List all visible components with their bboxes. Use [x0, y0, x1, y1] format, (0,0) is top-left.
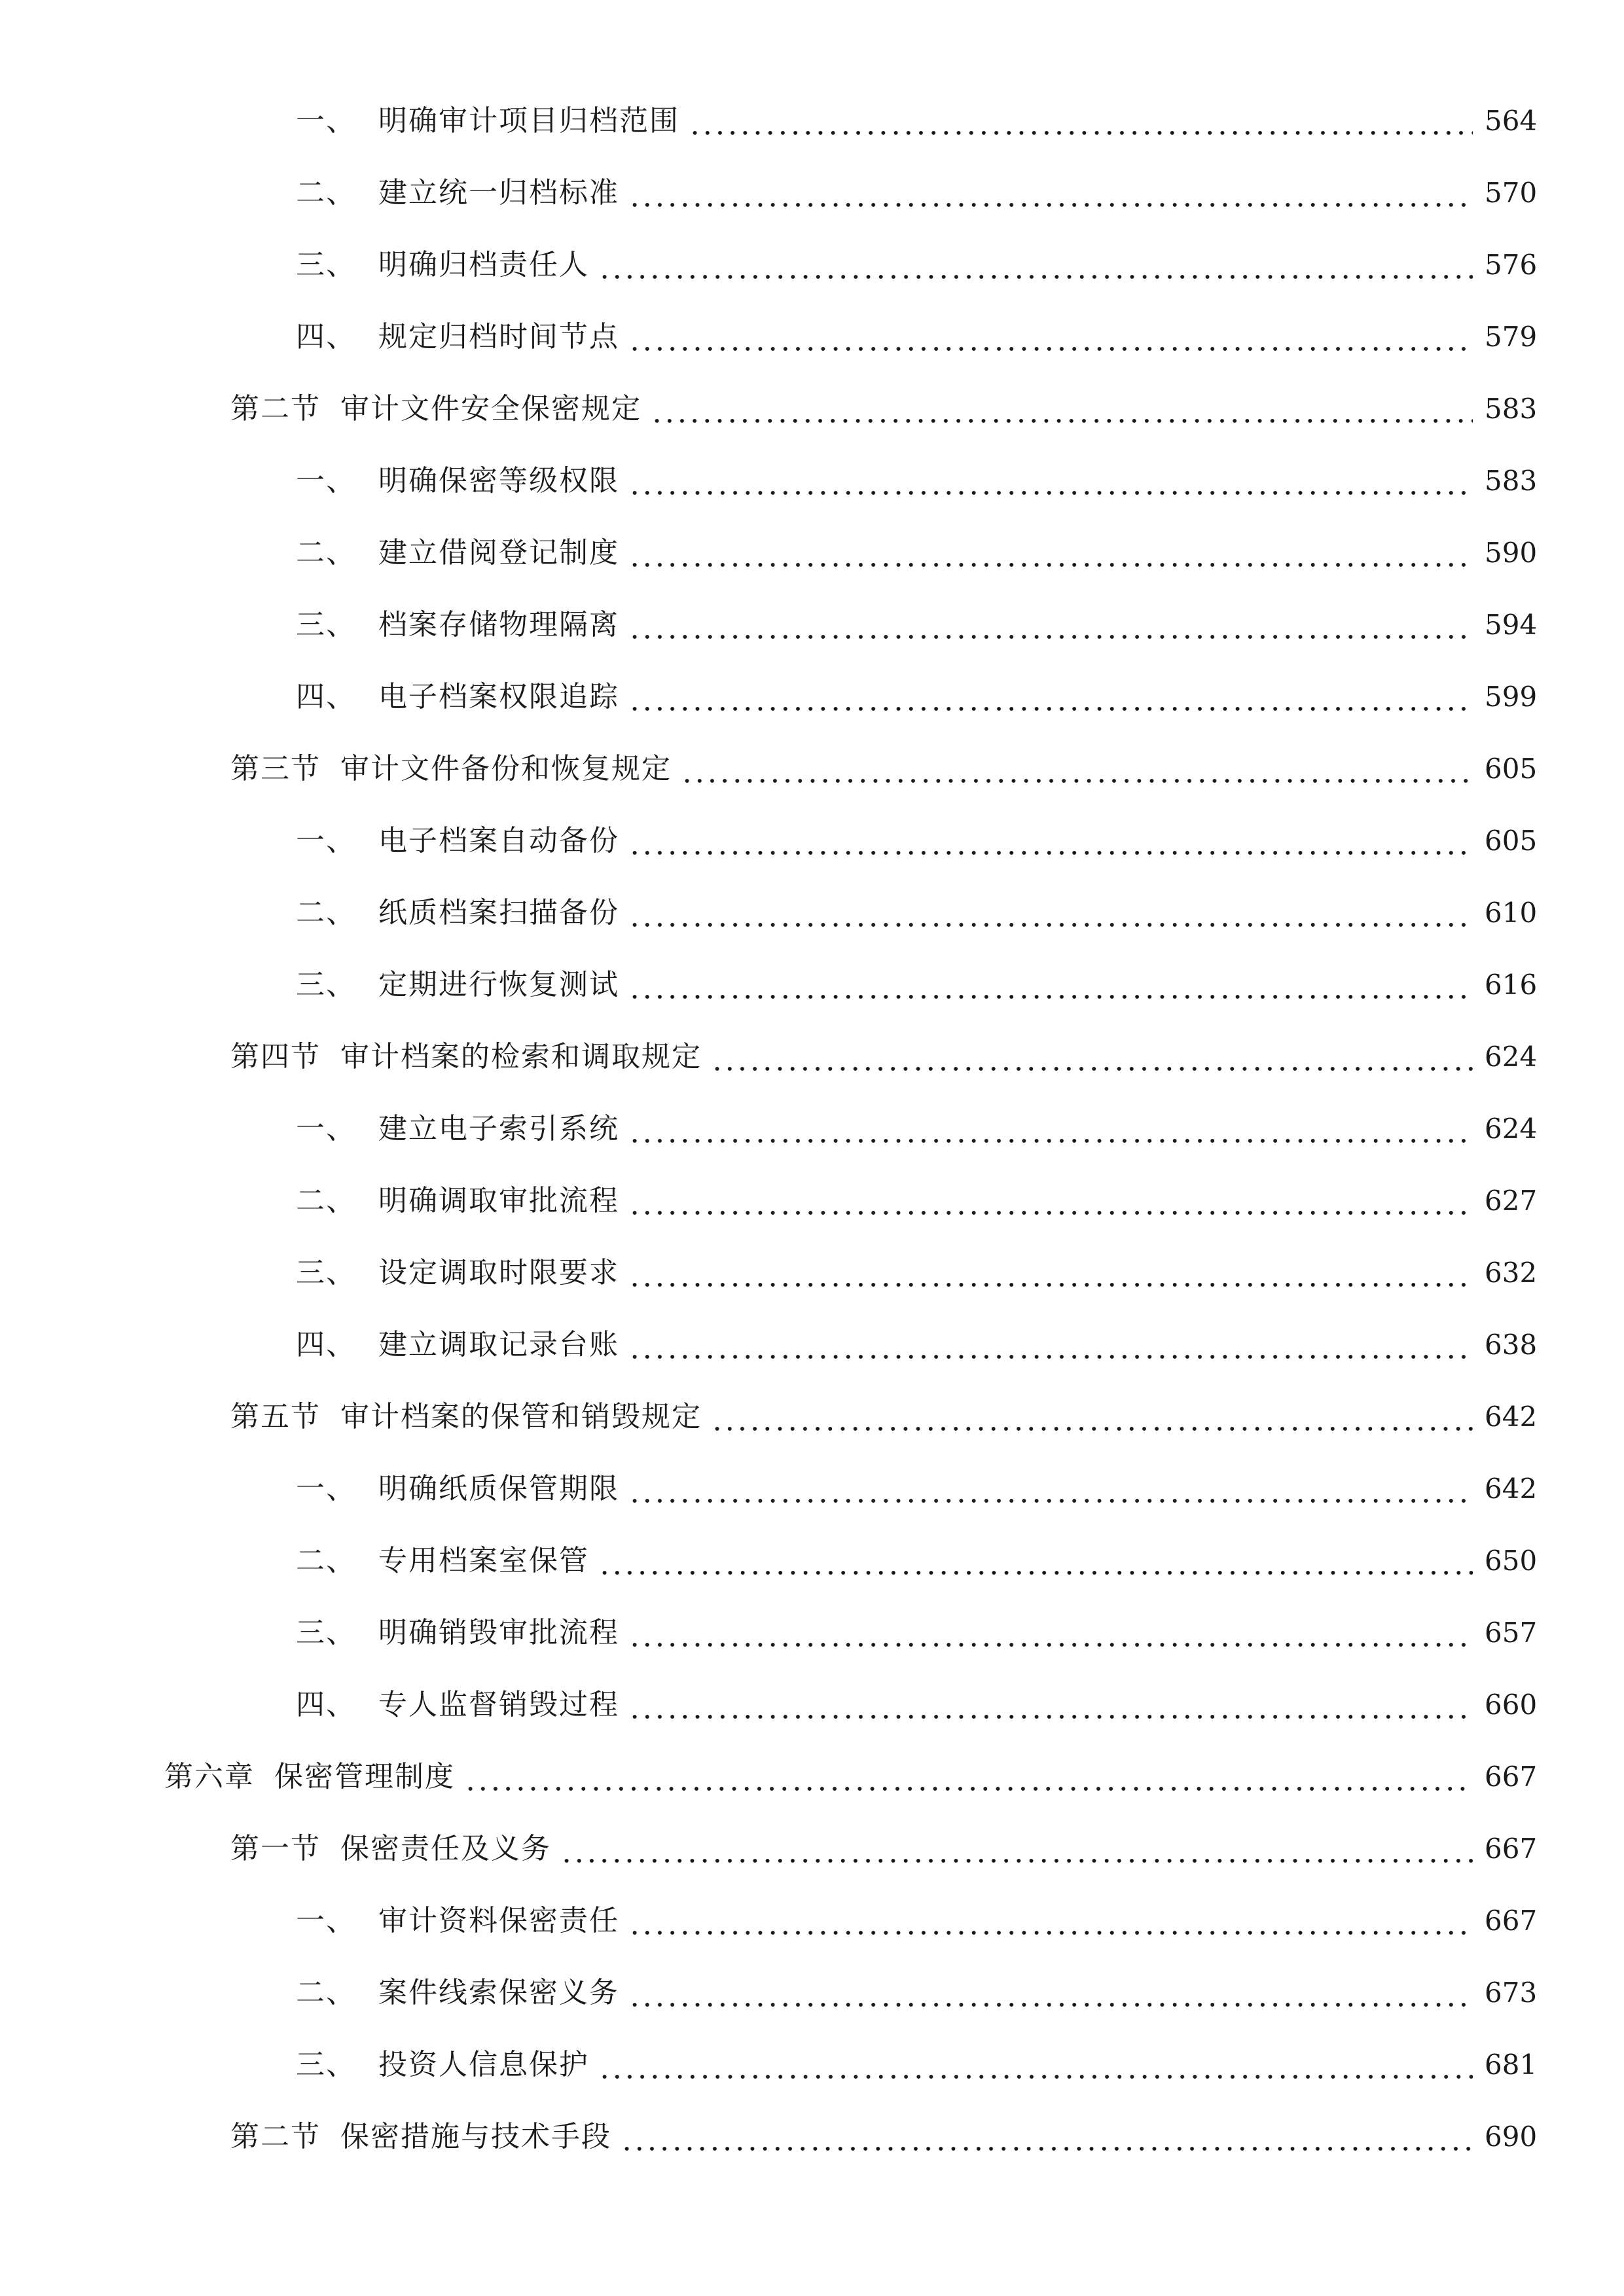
toc-entry-title: 明确销毁审批流程 [378, 1616, 619, 1649]
toc-entry-number: 第六章 [164, 1760, 255, 1793]
dot-leader [628, 1607, 1473, 1659]
toc-entry-title: 审计文件备份和恢复规定 [340, 752, 672, 785]
toc-entry-page: 690 [1485, 2121, 1538, 2153]
toc-entry-title: 审计档案的检索和调取规定 [340, 1040, 702, 1073]
toc-entry[interactable] [0, 1751, 1624, 1803]
dot-leader [598, 239, 1473, 291]
toc-entry-title: 明确纸质保管期限 [378, 1472, 619, 1505]
dot-leader [628, 527, 1473, 579]
toc-entry-page: 616 [1485, 969, 1538, 1001]
toc-entry[interactable] [0, 239, 1624, 291]
toc-entry[interactable] [0, 887, 1624, 939]
toc-entry-page: 605 [1485, 753, 1538, 785]
toc-entry-title: 投资人信息保护 [378, 2048, 589, 2081]
toc-entry-number: 一、 [296, 464, 356, 497]
dot-leader [628, 455, 1473, 507]
toc-entry-title: 电子档案权限追踪 [378, 680, 619, 713]
toc-entry-title: 规定归档时间节点 [378, 320, 619, 353]
toc-entry-number: 二、 [296, 1976, 356, 2009]
toc-entry-title: 审计资料保密责任 [378, 1904, 619, 1937]
toc-entry-page: 681 [1485, 2049, 1538, 2081]
toc-entry[interactable] [0, 95, 1624, 147]
toc-entry[interactable] [0, 2111, 1624, 2163]
toc-entry-page: 632 [1485, 1257, 1538, 1289]
dot-leader [628, 1895, 1473, 1947]
toc-entry-title: 电子档案自动备份 [378, 824, 619, 857]
toc-entry-page: 564 [1485, 105, 1538, 137]
toc-entry-page: 590 [1485, 537, 1538, 569]
toc-entry[interactable] [0, 1535, 1624, 1587]
toc-entry-title: 定期进行恢复测试 [378, 968, 619, 1001]
dot-leader [628, 1319, 1473, 1371]
dot-leader [651, 383, 1473, 435]
toc-entry-title: 案件线索保密义务 [378, 1976, 619, 2009]
dot-leader [628, 311, 1473, 363]
toc-entry-page: 579 [1485, 321, 1538, 353]
dot-leader [560, 1823, 1473, 1875]
toc-entry-number: 二、 [296, 176, 356, 209]
toc-entry-page: 583 [1485, 465, 1538, 497]
toc-entry-number: 二、 [296, 896, 356, 929]
toc-entry-number: 一、 [296, 1112, 356, 1145]
toc-entry[interactable] [0, 167, 1624, 219]
toc-entry[interactable] [0, 743, 1624, 795]
toc-entry-page: 624 [1485, 1041, 1538, 1073]
dot-leader [598, 1535, 1473, 1587]
dot-leader [628, 959, 1473, 1011]
toc-entry-page: 650 [1485, 1545, 1538, 1577]
dot-leader [628, 1679, 1473, 1731]
toc-entry-page: 660 [1485, 1689, 1538, 1721]
toc-entry-page: 673 [1485, 1977, 1538, 2009]
toc-entry[interactable] [0, 1319, 1624, 1371]
toc-entry-page: 599 [1485, 681, 1538, 713]
toc-entry[interactable] [0, 1103, 1624, 1155]
toc-entry-title: 保密责任及义务 [340, 1832, 551, 1865]
toc-entry-title: 审计文件安全保密规定 [340, 392, 641, 425]
toc-entry[interactable] [0, 599, 1624, 651]
toc-entry-page: 638 [1485, 1329, 1538, 1361]
toc-entry[interactable] [0, 527, 1624, 579]
dot-leader [711, 1391, 1473, 1443]
toc-entry-title: 建立电子索引系统 [378, 1112, 619, 1145]
toc-entry-page: 667 [1485, 1833, 1538, 1865]
toc-entry-number: 第五节 [230, 1400, 321, 1433]
dot-leader [628, 1247, 1473, 1299]
dot-leader [681, 743, 1473, 795]
toc-entry[interactable] [0, 815, 1624, 867]
toc-entry-number: 二、 [296, 536, 356, 569]
toc-entry-page: 667 [1485, 1761, 1538, 1793]
dot-leader [628, 167, 1473, 219]
toc-entry-title: 明确归档责任人 [378, 248, 589, 281]
toc-entry[interactable] [0, 1175, 1624, 1227]
toc-entry-page: 642 [1485, 1401, 1538, 1433]
toc-entry-number: 一、 [296, 1472, 356, 1505]
dot-leader [628, 1103, 1473, 1155]
toc-entry-number: 一、 [296, 1904, 356, 1937]
toc-entry-page: 627 [1485, 1185, 1538, 1217]
toc-entry-number: 第四节 [230, 1040, 321, 1073]
toc-entry[interactable] [0, 1607, 1624, 1659]
toc-entry-number: 二、 [296, 1184, 356, 1217]
dot-leader [628, 1175, 1473, 1227]
toc-entry[interactable] [0, 311, 1624, 363]
toc-entry-title: 保密管理制度 [274, 1760, 455, 1793]
toc-entry-page: 610 [1485, 897, 1538, 929]
toc-entry-page: 576 [1485, 249, 1538, 281]
toc-entry-page: 657 [1485, 1617, 1538, 1649]
dot-leader [464, 1751, 1473, 1803]
toc-entry-title: 设定调取时限要求 [378, 1256, 619, 1289]
toc-entry-title: 建立统一归档标准 [378, 176, 619, 209]
toc-entry-page: 570 [1485, 177, 1538, 209]
toc-entry-number: 三、 [296, 2048, 356, 2081]
toc-entry-page: 583 [1485, 393, 1538, 425]
toc-entry-number: 第二节 [230, 2120, 321, 2153]
toc-entry-title: 纸质档案扫描备份 [378, 896, 619, 929]
toc-entry-number: 三、 [296, 608, 356, 641]
toc-entry[interactable] [0, 959, 1624, 1011]
toc-entry-number: 一、 [296, 824, 356, 857]
toc-entry[interactable] [0, 1031, 1624, 1083]
toc-entry-page: 642 [1485, 1473, 1538, 1505]
toc-entry-title: 明确审计项目归档范围 [378, 104, 679, 137]
toc-entry-number: 四、 [296, 320, 356, 353]
toc-entry-number: 四、 [296, 1688, 356, 1721]
toc-entry-page: 624 [1485, 1113, 1538, 1145]
toc-entry[interactable] [0, 1391, 1624, 1443]
toc-entry[interactable] [0, 1679, 1624, 1731]
dot-leader [689, 95, 1473, 147]
toc-entry-number: 第三节 [230, 752, 321, 785]
toc-entry-title: 审计档案的保管和销毁规定 [340, 1400, 702, 1433]
toc-entry-title: 专用档案室保管 [378, 1544, 589, 1577]
toc-entry-number: 三、 [296, 1256, 356, 1289]
toc-entry-title: 明确保密等级权限 [378, 464, 619, 497]
dot-leader [628, 671, 1473, 723]
dot-leader [628, 599, 1473, 651]
toc-entry-title: 专人监督销毁过程 [378, 1688, 619, 1721]
toc-entry[interactable] [0, 1967, 1624, 2019]
toc-entry-title: 保密措施与技术手段 [340, 2120, 611, 2153]
toc-entry-number: 三、 [296, 1616, 356, 1649]
toc-entry-number: 三、 [296, 968, 356, 1001]
toc-entry-title: 档案存储物理隔离 [378, 608, 619, 641]
toc-entry-title: 建立调取记录台账 [378, 1328, 619, 1361]
dot-leader [628, 1463, 1473, 1515]
toc-entry-number: 一、 [296, 104, 356, 137]
toc-entry-number: 四、 [296, 1328, 356, 1361]
toc-entry-title: 建立借阅登记制度 [378, 536, 619, 569]
dot-leader [628, 1967, 1473, 2019]
toc-entry-number: 三、 [296, 248, 356, 281]
toc-entry-number: 第一节 [230, 1832, 321, 1865]
toc-entry[interactable] [0, 1823, 1624, 1875]
toc-entry[interactable] [0, 671, 1624, 723]
dot-leader [628, 815, 1473, 867]
toc-entry-page: 594 [1485, 609, 1538, 641]
toc-entry[interactable] [0, 2039, 1624, 2091]
toc-entry[interactable] [0, 1895, 1624, 1947]
toc-entry-number: 二、 [296, 1544, 356, 1577]
toc-entry-number: 四、 [296, 680, 356, 713]
toc-entry[interactable] [0, 1247, 1624, 1299]
dot-leader [711, 1031, 1473, 1083]
dot-leader [621, 2111, 1473, 2163]
toc-entry[interactable] [0, 455, 1624, 507]
toc-entry-title: 明确调取审批流程 [378, 1184, 619, 1217]
dot-leader [628, 887, 1473, 939]
toc-entry[interactable] [0, 383, 1624, 435]
toc-entry-page: 667 [1485, 1905, 1538, 1937]
dot-leader [598, 2039, 1473, 2091]
toc-entry-page: 605 [1485, 825, 1538, 857]
toc-entry[interactable] [0, 1463, 1624, 1515]
toc-entry-number: 第二节 [230, 392, 321, 425]
